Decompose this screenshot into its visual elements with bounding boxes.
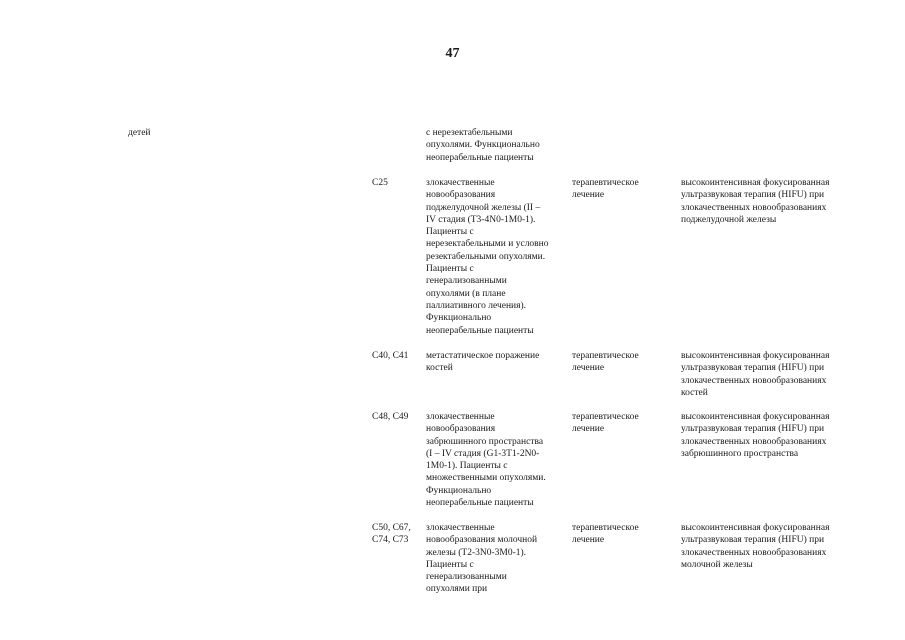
row-1-treatment-cell: терапевтическое лечение bbox=[572, 178, 639, 201]
row-4-method-cell: высокоинтенсивная фокусированная ультразвуковая терапия (HIFU) при злокачественных новообразованиях молочной железы bbox=[681, 523, 830, 570]
row-4-code-cell: C50, C67, C74, C73 bbox=[372, 523, 411, 546]
row-4-model-cell: злокачественные новообразования молочной железы (T2-3N0-3M0-1). Пациенты с генерализованными опухолями при bbox=[426, 523, 538, 595]
row-2-model-cell: метастатическое поражение костей bbox=[426, 351, 540, 374]
row-3-method-cell: высокоинтенсивная фокусированная ультразвуковая терапия (HIFU) при злокачественных новообразованиях забрюшинного пространства bbox=[681, 412, 830, 459]
row-3-treatment-cell: терапевтическое лечение bbox=[572, 412, 639, 435]
continuation-model-cell: с нерезектабельными опухолями. Функционально неоперабельные пациенты bbox=[426, 128, 540, 163]
continuation-group-cell: детей bbox=[128, 128, 151, 138]
row-2-method-cell: высокоинтенсивная фокусированная ультразвуковая терапия (HIFU) при злокачественных новообразованиях костей bbox=[681, 351, 830, 398]
row-1-code-cell: C25 bbox=[372, 178, 388, 188]
row-1-model-cell: злокачественные новообразования поджелудочной железы (II – IV стадия (T3-4N0-1M0-1). Пациенты с нерезектабельными и условно резектабельными опухолями. Пациенты с генерализованными опухолями (в плане паллиативного лечения). Функционально неоперабельные пациенты bbox=[426, 178, 549, 336]
row-2-treatment-cell: терапевтическое лечение bbox=[572, 351, 639, 374]
row-4-treatment-cell: терапевтическое лечение bbox=[572, 523, 639, 546]
row-1-method-cell: высокоинтенсивная фокусированная ультразвуковая терапия (HIFU) при злокачественных новообразованиях поджелудочной железы bbox=[681, 178, 830, 225]
row-3-model-cell: злокачественные новообразования забрюшинного пространства (I – IV стадия (G1-3T1-2N0- 1M0-1). Пациенты с множественными опухолями. Функционально неоперабельные пациенты bbox=[426, 412, 546, 509]
row-3-code-cell: C48, C49 bbox=[372, 412, 409, 422]
row-2-code-cell: C40, C41 bbox=[372, 351, 409, 361]
page-number: 47 bbox=[445, 46, 460, 61]
